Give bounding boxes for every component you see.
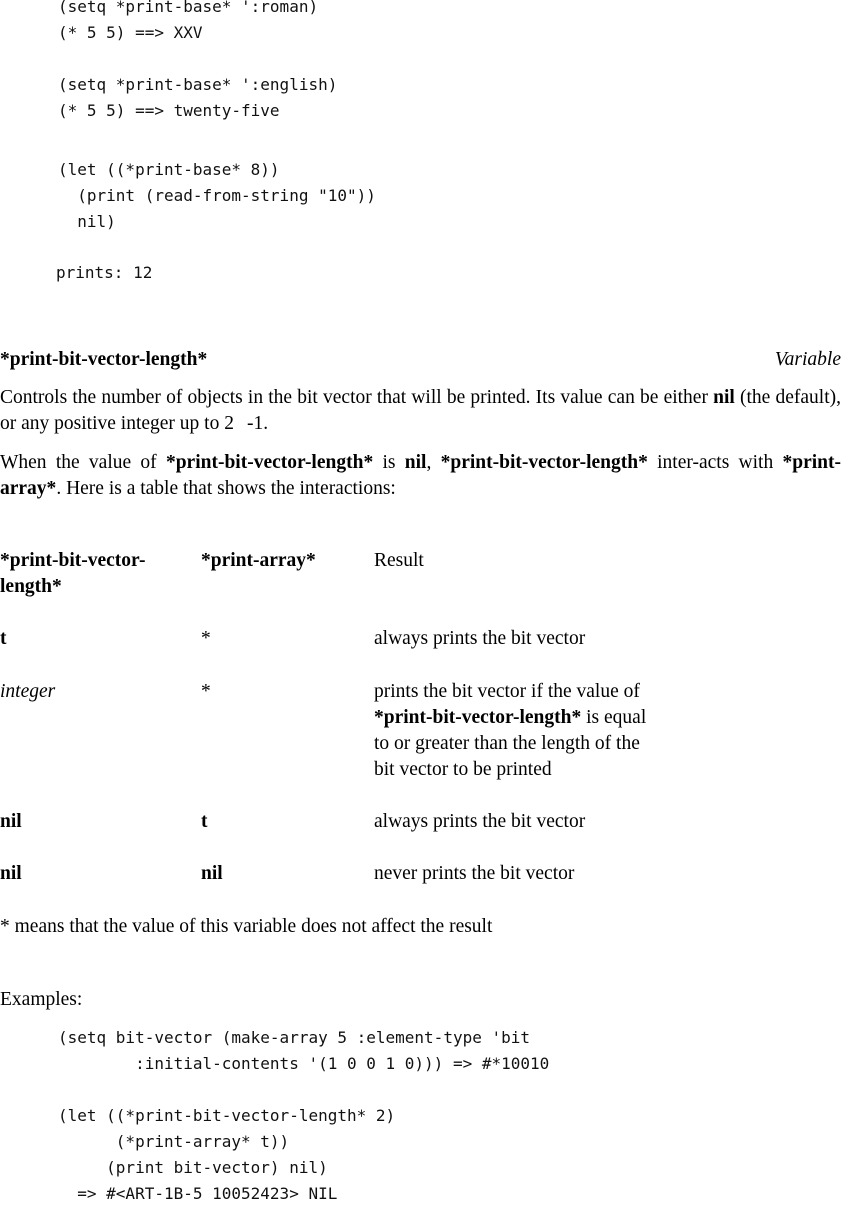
code-line: nil) (58, 212, 116, 231)
text-run: nil (404, 452, 427, 473)
text-run: inter-acts with (647, 452, 783, 473)
code-line: (*print-array* t)) (58, 1132, 290, 1151)
code-line: (setq bit-vector (make-array 5 :element-type 'bit (58, 1028, 531, 1047)
table-cell: * (201, 628, 211, 649)
text-run: (the default), or any positive integer up to 2 (0, 387, 841, 434)
table-cell-multiline (374, 679, 794, 783)
text-run: *print-bit-vector-length* (374, 707, 582, 728)
code-line: :initial-contents '(1 0 0 1 0))) => #*10010 (58, 1054, 550, 1073)
text-run: nil (713, 387, 735, 408)
text-run: *print-bit-vector-length* (440, 452, 648, 473)
text-run: *print-array* (0, 452, 841, 499)
text-run: is (373, 452, 405, 473)
text-run: -1. (246, 413, 269, 434)
code-line: (setq *print-base* ':roman) (58, 0, 319, 16)
table-header-bit-vector-length: *print-bit-vector-length* (0, 550, 146, 597)
entry-type: Variable (774, 349, 841, 370)
table-cell: nil (0, 863, 22, 884)
code-line: (* 5 5) ==> twenty-five (58, 101, 280, 120)
text-run: , (426, 452, 441, 473)
entry-title: *print-bit-vector-length* (0, 349, 208, 370)
table-header-print-array: *print-array* (201, 550, 316, 571)
table-cell: * (201, 681, 211, 702)
table-cell: nil (201, 863, 223, 884)
text-run: to or greater than the length of the (374, 733, 640, 754)
code-line: (let ((*print-base* 8)) (58, 160, 280, 179)
interaction-paragraph (0, 450, 841, 502)
code-octal (58, 157, 376, 235)
code-line: (* 5 5) ==> XXV (58, 23, 203, 42)
text-run: prints the bit vector if the value of (374, 681, 640, 702)
exponent: 24 (233, 409, 247, 425)
text-run: is equal (581, 707, 647, 728)
code-line: (let ((*print-bit-vector-length* 2) (58, 1106, 396, 1125)
table-cell: always prints the bit vector (374, 628, 586, 649)
code-line: (print (read-from-string "10")) (58, 186, 376, 205)
description-paragraph (0, 385, 841, 437)
table-header-result: Result (374, 550, 424, 571)
code-line: prints: 12 (56, 263, 153, 282)
text-run: bit vector to be printed (374, 759, 552, 780)
code-line: (setq *print-base* ':english) (58, 75, 338, 94)
table-cell: integer (0, 681, 56, 702)
code-bit-vector (58, 1025, 549, 1077)
code-let-example (58, 1103, 395, 1207)
table-cell: nil (0, 811, 22, 832)
table-cell: t (201, 811, 208, 832)
table-cell: never prints the bit vector (374, 863, 575, 884)
examples-label: Examples: (0, 989, 83, 1010)
text-run: When the value of (0, 452, 166, 473)
code-line: => #<ART-1B-5 10052423> NIL (58, 1184, 338, 1203)
text-run: Controls the number of objects in the bit vector that will be printed. Its value can be either (0, 387, 714, 408)
table-cell: always prints the bit vector (374, 811, 586, 832)
code-line: (print bit-vector) nil) (58, 1158, 328, 1177)
text-run: *print-bit-vector-length* (165, 452, 374, 473)
code-prints (56, 260, 152, 286)
table-footnote: * means that the value of this variable does not affect the result (0, 916, 493, 937)
code-roman (58, 0, 318, 46)
table-cell: t (0, 628, 7, 649)
text-run: . Here is a table that shows the interactions: (56, 478, 396, 499)
code-english (58, 72, 337, 124)
